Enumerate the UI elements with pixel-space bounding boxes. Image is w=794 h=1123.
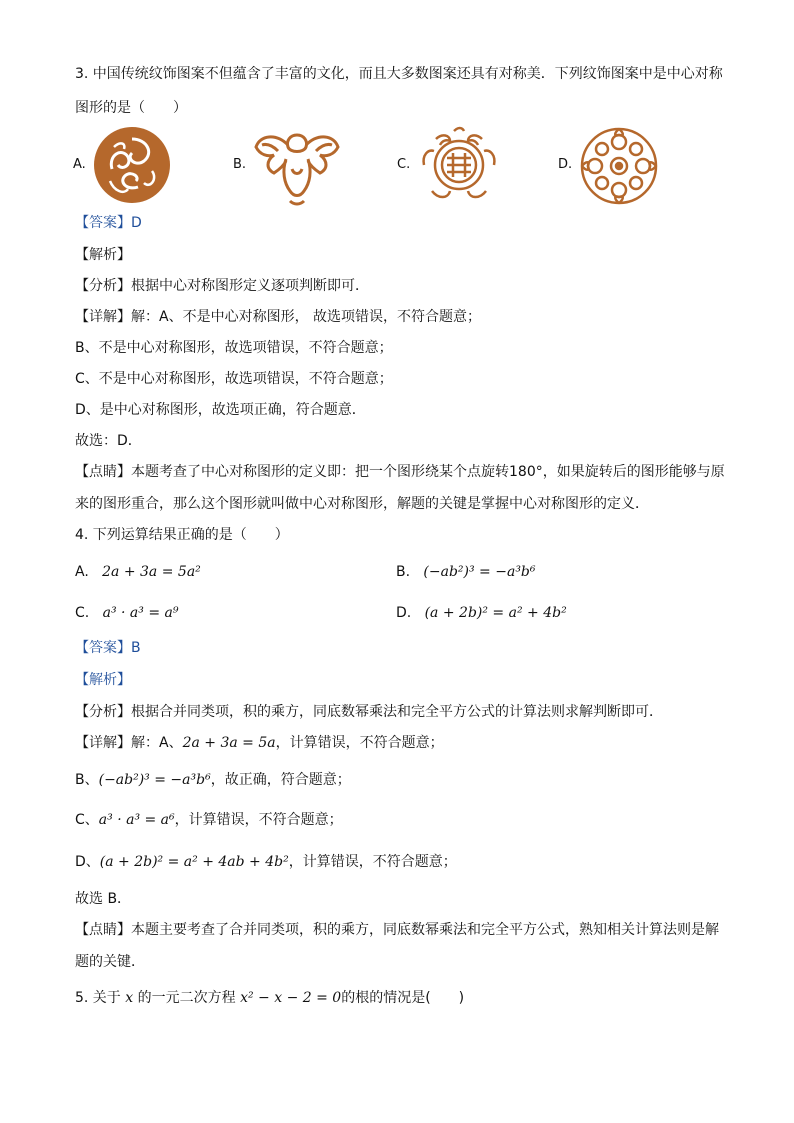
q4-c-math: a³ · a³ = a⁶: [98, 812, 175, 828]
q3-option-b-letter: B.: [233, 157, 247, 172]
q5-stem: [75, 988, 464, 1008]
q4-b-prefix: B、: [75, 772, 99, 788]
q3-dianjing-2: 来的图形重合，那么这个图形就叫做中心对称图形，解题的关键是掌握中心对称图形的定义．: [75, 496, 649, 512]
q4-line-c: [75, 810, 343, 830]
q4-line-b: [75, 770, 351, 790]
q3-line-b: B、不是中心对称图形，故选项错误，不符合题意；: [75, 340, 393, 356]
q3-line-c: C、不是中心对称图形，故选项错误，不符合题意；: [75, 371, 393, 387]
q4-option-a-math: 2a + 3a = 5a²: [102, 564, 201, 580]
q3-stem-line2: 图形的是（ ）: [75, 100, 187, 116]
q4-option-a-letter: A.: [75, 564, 89, 580]
q4-stem: 4. 下列运算结果正确的是（ ）: [75, 527, 289, 543]
q3-xiangjie: 【详解】解：A、不是中心对称图形， 故选项错误，不符合题意；: [75, 309, 482, 325]
q3-answer: [75, 213, 142, 233]
q3-option-d-letter: D.: [558, 157, 573, 172]
q4-b-suffix: ，故正确，符合题意；: [210, 772, 351, 788]
longevity-medallion-pattern-icon: [418, 125, 500, 205]
q4-option-b: [396, 562, 536, 582]
q4-option-b-letter: B.: [396, 564, 411, 580]
q4-xiangjie-suffix: ，计算错误，不符合题意；: [275, 735, 444, 751]
q4-d-suffix: ，计算错误，不符合题意；: [288, 854, 457, 870]
q4-analysis-label: 【解析】: [75, 672, 131, 688]
q4-fenxi: 【分析】根据合并同类项，积的乘方，同底数幂乘法和完全平方公式的计算法则求解判断即可．: [75, 704, 663, 720]
q4-option-c: [75, 603, 178, 623]
q3-choose: 故选：D．: [75, 433, 142, 449]
q5-stem-prefix: 5. 关于: [75, 990, 121, 1006]
q3-option-a-letter: A.: [73, 157, 86, 172]
q5-stem-mid: 的一元二次方程: [137, 990, 236, 1006]
q4-answer-text: 【答案】B: [75, 640, 141, 656]
q4-xiangjie-prefix: 【详解】解：A、: [75, 735, 183, 751]
swirl-circle-pattern-icon: [92, 125, 172, 205]
q4-answer: [75, 638, 141, 658]
q4-option-a: [75, 562, 201, 582]
q4-dianjing-1: 【点睛】本题主要考查了合并同类项，积的乘方，同底数幂乘法和完全平方公式，熟知相关计算法则是解: [75, 922, 719, 938]
q4-option-b-math: (−ab²)³ = −a³b⁶: [423, 564, 536, 580]
q3-answer-text: 【答案】D: [75, 215, 142, 231]
q3-dianjing-1: 【点睛】本题考查了中心对称图形的定义即：把一个图形绕某个点旋转180°，如果旋转后的图形能够与原: [75, 464, 725, 480]
floral-rosette-pattern-icon: [578, 125, 660, 207]
q3-stem-line1: 3. 中国传统纹饰图案不但蕴含了丰富的文化，而且大多数图案还具有对称美．下列纹饰图案中是中心对称: [75, 66, 723, 82]
q4-option-d-letter: D.: [396, 605, 412, 621]
q4-line-d: [75, 852, 457, 872]
winged-bat-pattern-icon: [252, 125, 342, 207]
q5-stem-math: x² − x − 2 = 0: [240, 990, 342, 1006]
q3-line-d: D、是中心对称图形，故选项正确，符合题意．: [75, 402, 366, 418]
q4-c-prefix: C、: [75, 812, 99, 828]
q3-fenxi: 【分析】根据中心对称图形定义逐项判断即可．: [75, 278, 369, 294]
q5-stem-var: x: [125, 990, 134, 1006]
q4-b-math: (−ab²)³ = −a³b⁶: [98, 772, 211, 788]
q5-stem-suffix: 的根的情况是( ): [341, 990, 465, 1006]
q4-option-c-letter: C.: [75, 605, 90, 621]
q4-xiangjie-math: 2a + 3a = 5a: [182, 735, 276, 751]
q4-choose: 故选 B．: [75, 891, 132, 907]
q4-option-d: [396, 603, 567, 623]
q4-d-math: (a + 2b)² = a² + 4ab + 4b²: [99, 854, 289, 870]
q4-d-prefix: D、: [75, 854, 100, 870]
q3-option-c-letter: C.: [397, 157, 411, 172]
q4-xiangjie: [75, 733, 444, 753]
q4-c-suffix: ，计算错误，不符合题意；: [174, 812, 343, 828]
q3-analysis-label: 【解析】: [75, 247, 131, 263]
q4-dianjing-2: 题的关键．: [75, 954, 145, 970]
q4-option-d-math: (a + 2b)² = a² + 4b²: [424, 605, 567, 621]
q4-option-c-math: a³ · a³ = a⁹: [102, 605, 179, 621]
